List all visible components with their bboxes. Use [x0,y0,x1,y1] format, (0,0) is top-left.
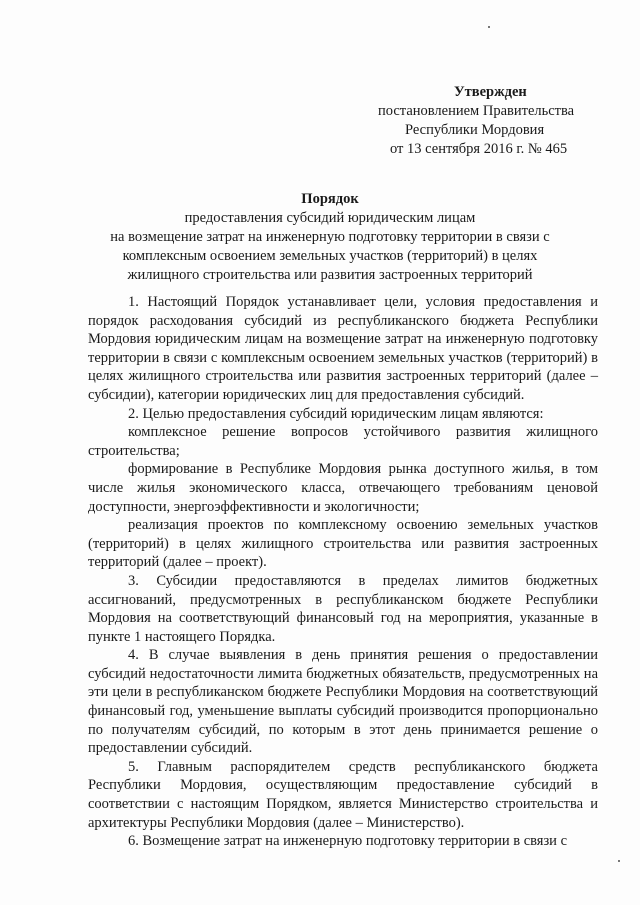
subtitle-line: предоставления субсидий юридическим лицам [184,210,476,226]
paragraph: формирование в Республике Мордовия рынка доступного жилья, в том числе жилья экономического класса, отвечающего требованиям ценовой доступности, энергоэффективности и экологичности; [88,461,598,515]
document-body [88,293,598,851]
subtitle-line: жилищного строительства или развития застроенных территорий [127,267,533,283]
paragraph: комплексное решение вопросов устойчивого развития жилищного строительства; [88,424,598,459]
paragraph: 3. Субсидии предоставляются в пределах лимитов бюджетных ассигнований, предусмотренных в республиканском бюджете Республики Мордовия на соответствующий финансовый год на мероприятия, указанные в пункте 1 настоящего Порядка. [88,572,598,645]
approval-title: Утвержден [454,84,527,100]
approval-line-2: Республики Мордовия [405,122,545,138]
subtitle-line: на возмещение затрат на инженерную подготовку территории в связи с [110,229,550,245]
paragraph: 2. Целью предоставления субсидий юридическим лицам являются: [128,405,544,422]
approval-line-1: постановлением Правительства [378,103,575,119]
paragraph: реализация проектов по комплексному освоению земельных участков (территорий) в целях жилищного строительства или развития застроенных территорий (далее – проект). [88,517,598,571]
scan-speck [618,860,620,862]
paragraph: 6. Возмещение затрат на инженерную подготовку территории в связи с [128,833,568,850]
paragraph: 1. Настоящий Порядок устанавливает цели, условия предоставления и порядок расходования субсидий из республиканского бюджета Республики Мордовия юридическим лицам на возмещение затрат на инженерную подготовку территории в связи с комплексным освоением земельных участков (территорий) в целях жилищного строительства или развития застроенных территорий (далее – субсидии), категории юридических лиц для предоставления субсидий. [88,294,598,403]
scan-speck [488,26,490,28]
approval-line-3: от 13 сентября 2016 г. № 465 [390,141,568,157]
paragraph: 4. В случае выявления в день принятия решения о предоставлении субсидий недостаточности лимита бюджетных обязательств, предусмотренных на эти цели в республиканском бюджете Республики Мордовия на соответствующий финансовый год, уменьшение выплаты субсидий производится пропорционально по получателям субсидий, по которым в этот день принимается решение о предоставлении субсидий. [88,647,598,757]
document-heading [100,190,560,285]
paragraph: 5. Главным распорядителем средств республиканского бюджета Республики Мордовия, осуществляющим предоставление субсидий в соответствии с настоящим Порядком, является Министерство строительства и архитектуры Республики Мордовия (далее – Министерство). [88,758,598,831]
subtitle-line: комплексным освоением земельных участков (территорий) в целях [122,248,538,264]
document-title: Порядок [301,191,359,207]
